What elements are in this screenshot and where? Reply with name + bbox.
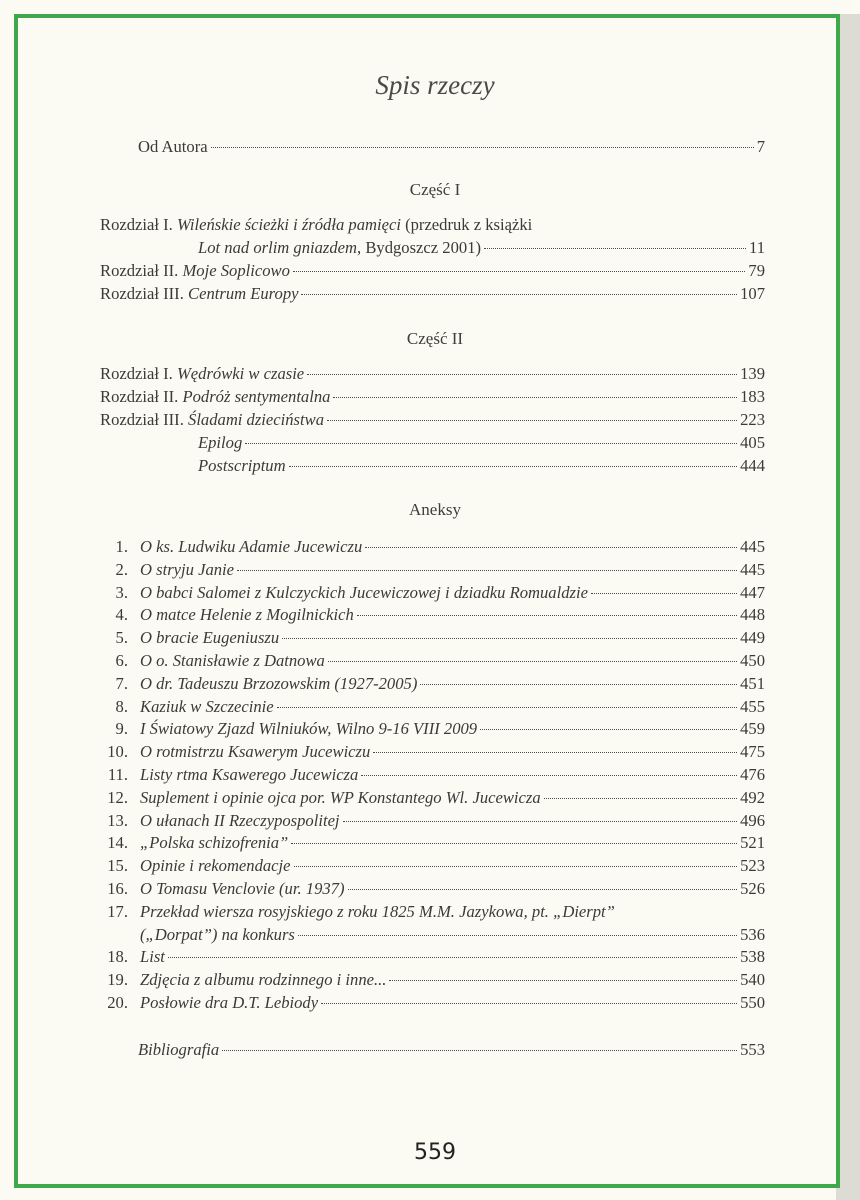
annex-item-title: Opinie i rekomendacje	[140, 856, 291, 876]
annex-item-number: 4.	[115, 605, 128, 625]
toc-page-number: 445	[740, 537, 765, 556]
chapter-prefix: Rozdział I.	[100, 364, 173, 383]
toc-page-number: 183	[740, 387, 765, 406]
annex-item-number: 2.	[115, 559, 128, 579]
chapter-prefix: Rozdział I.	[100, 215, 173, 234]
dot-leader	[343, 821, 738, 822]
dot-leader	[298, 935, 737, 936]
toc-entry-bibliography	[138, 1039, 765, 1061]
toc-page-number: 538	[740, 947, 765, 967]
toc-page-number: 523	[740, 856, 765, 876]
annex-item-title: O ks. Ludwiku Adamie Jucewiczu	[140, 537, 363, 556]
annex-item	[100, 582, 765, 604]
dot-leader	[222, 1050, 737, 1051]
toc-entry-part2-chapter1	[100, 363, 765, 385]
dot-leader	[480, 729, 737, 730]
dot-leader	[321, 1003, 737, 1004]
toc-page-number: 448	[740, 605, 765, 625]
chapter-note: (przedruk z książki	[405, 215, 533, 234]
toc-page-number: 450	[740, 651, 765, 670]
annex-item-title: O bracie Eugeniuszu	[140, 628, 280, 648]
toc-entry-part2-chapter2	[100, 386, 765, 408]
toc-page-number: 526	[740, 879, 765, 898]
annex-item-number: 13.	[107, 810, 128, 830]
dot-leader	[282, 638, 737, 639]
toc-page-number: 451	[740, 673, 765, 693]
dot-leader	[484, 248, 746, 249]
chapter-title: Bibliografia	[138, 1040, 220, 1059]
dot-leader	[237, 570, 737, 571]
annex-item	[100, 764, 765, 786]
toc-page-number: 223	[740, 410, 765, 429]
annex-item-title: List	[140, 947, 165, 967]
annex-item	[100, 855, 765, 877]
chapter-title: Centrum Europy	[188, 284, 299, 303]
annex-item-number: 7.	[115, 673, 128, 693]
annex-item-title: „Polska schizofrenia”	[140, 833, 289, 853]
annex-item-title: Listy rtma Ksawerego Jucewicza	[140, 765, 359, 784]
annex-item	[100, 650, 765, 672]
toc-page-number: 550	[740, 993, 765, 1012]
toc-page-number: 449	[740, 628, 765, 648]
dot-leader	[168, 957, 737, 958]
toc-page-number: 540	[740, 970, 765, 990]
chapter-prefix: Rozdział II.	[100, 261, 179, 280]
toc-page-number: 444	[740, 456, 765, 475]
toc-page-number: 79	[748, 261, 765, 280]
annex-item-title: Kaziuk w Szczecinie	[140, 696, 274, 716]
dot-leader	[307, 374, 737, 375]
toc-page-number: 445	[740, 559, 765, 579]
annex-item-title: O Tomasu Venclovie (ur. 1937)	[140, 879, 345, 898]
dot-leader	[291, 843, 737, 844]
dot-leader	[211, 147, 754, 148]
toc-page-number: 536	[740, 924, 765, 944]
annex-item	[100, 673, 765, 695]
dot-leader	[591, 593, 737, 594]
dot-leader	[420, 684, 737, 685]
toc-entry-label: Od Autora	[138, 137, 208, 156]
annex-item-title: O stryju Janie	[140, 559, 235, 579]
dot-leader	[357, 615, 737, 616]
annex-item	[100, 878, 765, 900]
annex-item-title: O dr. Tadeuszu Brzozowskim (1927-2005)	[140, 673, 418, 693]
annex-item-title: O matce Helenie z Mogilnickich	[140, 605, 354, 625]
chapter-title: Podróż sentymentalna	[182, 387, 331, 406]
toc-entry-part1-chapter3	[100, 283, 765, 305]
annex-item-number: 20.	[107, 993, 128, 1012]
annex-item-title: O ułanach II Rzeczypospolitej	[140, 810, 340, 830]
dot-leader	[301, 294, 737, 295]
annex-item-number: 14.	[107, 833, 128, 853]
annex-item	[100, 992, 765, 1014]
chapter-title: Wileńskie ścieżki i źródła pamięci	[176, 215, 401, 234]
toc-page-number: 496	[740, 810, 765, 830]
dot-leader	[348, 889, 738, 890]
dot-leader	[389, 980, 737, 981]
toc-page-number: 139	[740, 364, 765, 383]
chapter-prefix: Rozdział III.	[100, 284, 184, 303]
annex-item-number: 9.	[115, 719, 128, 739]
toc-page-number: 459	[740, 719, 765, 739]
annex-item	[100, 718, 765, 740]
dot-leader	[373, 752, 737, 753]
annex-item-title: Suplement i opinie ojca por. WP Konstantego Wl. Jucewicza	[140, 787, 541, 807]
toc-entry-part1-chapter1	[100, 214, 765, 236]
annex-item	[100, 741, 765, 763]
toc-page-number: 521	[740, 833, 765, 853]
toc-page-number: 107	[740, 284, 765, 303]
toc-page-number: 475	[740, 742, 765, 762]
dot-leader	[327, 420, 737, 421]
chapter-title: Epilog	[198, 433, 243, 452]
chapter-title-cont: Lot nad orlim gniazdem	[198, 238, 358, 257]
annex-item-number: 11.	[107, 765, 128, 784]
chapter-prefix: Rozdział II.	[100, 387, 179, 406]
toc-entry-part2-chapter3	[100, 409, 765, 431]
chapter-note-cont: , Bydgoszcz 2001)	[357, 238, 482, 257]
annex-item-title: Posłowie dra D.T. Lebiody	[140, 993, 319, 1012]
annex-item	[100, 810, 765, 832]
toc-page-number: 553	[740, 1040, 765, 1059]
annex-item-number: 5.	[115, 628, 128, 648]
annex-item-title: I Światowy Zjazd Wilniuków, Wilno 9-16 VIII 2009	[140, 719, 478, 739]
dot-leader	[544, 798, 737, 799]
annex-item-title: O rotmistrzu Ksawerym Jucewiczu	[140, 742, 371, 762]
toc-page-number: 492	[740, 787, 765, 807]
annex-item-number: 15.	[107, 856, 128, 876]
annex-item-cont	[140, 924, 765, 946]
section-heading-part2: Część II	[406, 329, 464, 348]
toc-page-number: 7	[756, 137, 765, 156]
annex-item-title: O o. Stanisławie z Datnowa	[140, 651, 325, 670]
annex-item	[100, 559, 765, 581]
dot-leader	[294, 866, 738, 867]
toc-entry-postscriptum	[198, 455, 765, 477]
dot-leader	[245, 443, 737, 444]
toc-page-number: 455	[740, 696, 765, 716]
toc-entry-part1-chapter2	[100, 260, 765, 282]
annex-item-number: 8.	[115, 696, 128, 716]
annex-item	[100, 627, 765, 649]
annex-item-number: 10.	[107, 742, 128, 762]
chapter-title: Wędrówki w czasie	[176, 364, 305, 383]
annex-item	[100, 696, 765, 718]
annex-item-title: O babci Salomei z Kulczyckich Jucewiczowej i dziadku Romualdzie	[140, 582, 588, 602]
annex-item	[100, 969, 765, 991]
toc-page-number: 11	[749, 238, 765, 257]
chapter-title: Postscriptum	[198, 456, 286, 475]
annex-item-title-cont: („Dorpat”) na konkurs	[140, 924, 295, 944]
page-number: 559	[414, 1140, 456, 1165]
annex-item-number: 6.	[115, 651, 128, 670]
dot-leader	[361, 775, 737, 776]
dot-leader	[277, 707, 737, 708]
annex-item-number: 17.	[107, 901, 128, 921]
chapter-title: Moje Soplicowo	[182, 261, 290, 280]
toc-entry-epilog	[198, 432, 765, 454]
toc-page-number: 476	[740, 765, 765, 784]
annex-item	[100, 832, 765, 854]
annex-item-number: 19.	[107, 970, 128, 990]
annex-item-number: 16.	[107, 879, 128, 898]
section-heading-part1: Część I	[409, 180, 461, 199]
annex-item-title: Zdjęcia z albumu rodzinnego i inne...	[140, 970, 387, 990]
annex-item	[100, 536, 765, 558]
dot-leader	[293, 271, 746, 272]
annex-item-number: 3.	[115, 582, 128, 602]
page-title: Spis rzeczy	[375, 70, 495, 100]
toc-entry-intro	[138, 136, 765, 158]
dot-leader	[333, 397, 737, 398]
annex-item	[100, 787, 765, 809]
dot-leader	[365, 547, 737, 548]
dot-leader	[289, 466, 738, 467]
chapter-prefix: Rozdział III.	[100, 410, 184, 429]
annex-item-title: Przekład wiersza rosyjskiego z roku 1825 M.M. Jazykowa, pt. „Dierpt”	[140, 901, 615, 921]
annex-item	[100, 901, 765, 923]
annex-item-number: 1.	[115, 537, 128, 556]
annex-item-number: 18.	[107, 947, 128, 967]
dot-leader	[328, 661, 737, 662]
toc-page-number: 405	[740, 433, 765, 452]
annex-item-number: 12.	[107, 787, 128, 807]
chapter-title: Śladami dzieciństwa	[188, 410, 324, 429]
toc-page-number: 447	[740, 582, 765, 602]
annex-item	[100, 604, 765, 626]
toc-entry-part1-chapter1-cont	[198, 237, 765, 259]
annex-item	[100, 946, 765, 968]
section-heading-annex: Aneksy	[409, 500, 461, 519]
